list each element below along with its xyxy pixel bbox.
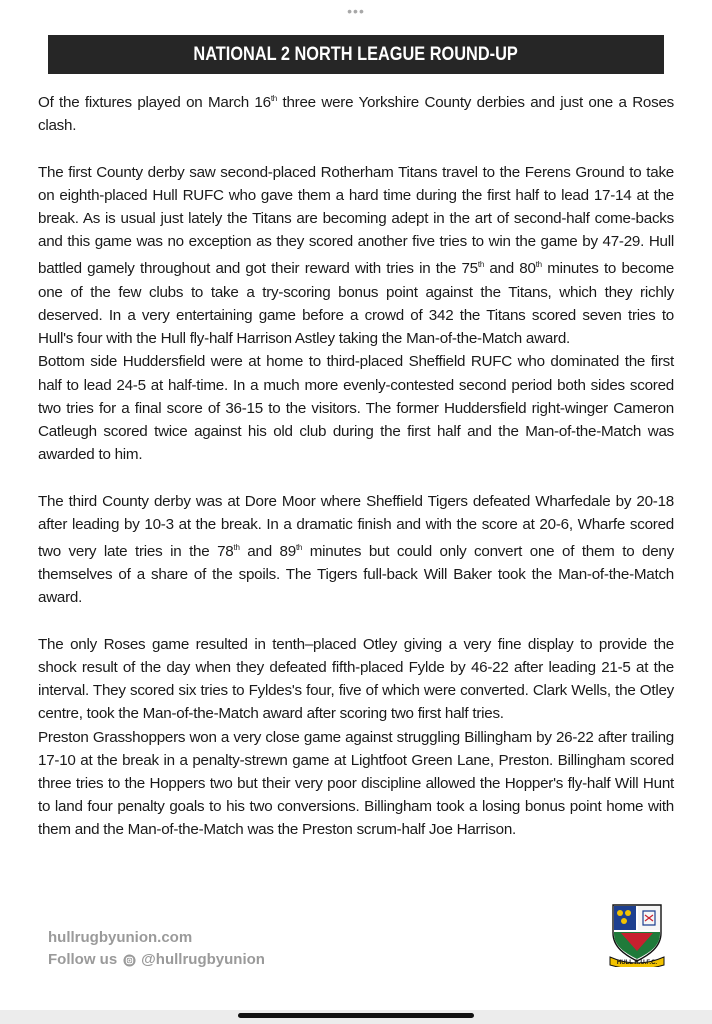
ordinal-suffix: th <box>477 260 485 270</box>
ordinal-suffix: th <box>270 94 277 103</box>
paragraph-text: The first County derby saw second-placed Rotherham Titans travel to the Ferens Ground to take on eighth-placed Hull RUFC who gave them a hard time during the first half to lead 17-14 at the break. As is usual just lately the Titans are becoming adept in the art of second-half come-backs and this game was no exception as they scored another five tries to win the game by 47-29. Hull battled gamely throughout and got their reward with tries in the 75 <box>38 163 674 278</box>
footer-links <box>48 927 265 971</box>
paragraph-intro <box>38 87 674 137</box>
instagram-icon <box>123 954 136 967</box>
paragraph-preston-billingham: Preston Grasshoppers won a very close game against struggling Billingham by 26-22 after trailing 17-10 at the break in a penalty-strewn game at Lightfoot Green Lane, Preston. Billingham scored three tries to the Hoppers two but their very poor discipline allowed the Hopper's fly-half Will Hunt to land four penalty goals to his two conversions. Billingham took a losing bonus point home with them and the Man-of-the-Match was the Preston scrum-half Joe Harrison. <box>38 728 674 839</box>
article-body <box>38 87 674 842</box>
ordinal-suffix: th <box>295 542 303 552</box>
paragraph-text: and 80 <box>484 260 536 278</box>
crest-text: HULL R.U.F.C. <box>616 960 658 966</box>
paragraph-huddersfield-sheffield: Bottom side Huddersfield were at home to third-placed Sheffield RUFC who dominated the first half to lead 24-5 at half-time. In a much more evenly-contested second period both sides scored two tries for a final score of 36-15 to the visitors. The former Huddersfield right-winger Cameron Catleugh scored twice against his old club during the first half and the Man-of-the-Match was awarded to him. <box>38 353 674 464</box>
paragraph-otley-fylde: The only Roses game resulted in tenth–placed Otley giving a very fine display to provide the shock result of the day when they defeated fifth-placed Fylde by 46-22 after leading 21-5 at the interval. They scored six tries to Fyldes's four, five of which were converted. Clark Wells, the Otley centre, took the Man-of-the-Match award after scoring two first half tries. <box>38 635 674 723</box>
page-title-banner <box>48 35 664 74</box>
paragraph-hull-rotherham <box>38 161 674 351</box>
paragraph-text: minutes but could only convert one of them to deny themselves of a share of the spoils. The Tigers full-back Will Baker took the Man-of-the-Match award. <box>38 543 674 607</box>
ordinal-suffix: th <box>233 542 240 552</box>
paragraph-text: The third County derby was at Dore Moor where Sheffield Tigers defeated Wharfedale by 20-18 after leading by 10-3 at the break. In a dramatic finish and with the score at 20-6, Wharfe scored two very late tries in the 78 <box>38 492 674 561</box>
paragraph-text: three were Yorkshire County derbies and just one a Roses clash. <box>38 94 674 135</box>
follow-label: Follow us <box>48 951 118 968</box>
ordinal-suffix: th <box>535 260 542 270</box>
home-indicator[interactable] <box>238 1013 474 1018</box>
paragraph-text: and 89 <box>239 543 296 561</box>
hull-rufc-crest-logo <box>609 903 665 967</box>
page-title: NATIONAL 2 NORTH LEAGUE ROUND-UP <box>193 43 519 65</box>
social-handle-link[interactable]: @hullrugbyunion <box>141 951 265 968</box>
paragraph-text: minutes to become one of the few clubs to take a try-scoring bonus point against the Titans, which they richly deserved. In a very entertaining game before a crowd of 342 the Titans scored seven tries to Hull's four with the Hull fly-half Harrison Astley taking the Man-of-the-Match award. <box>38 260 674 348</box>
website-link[interactable]: hullrugbyunion.com <box>48 929 193 946</box>
paragraph-sheffield-tigers-wharfedale <box>38 490 674 610</box>
more-options-dots[interactable]: ••• <box>347 3 365 19</box>
paragraph-text: Of the fixtures played on March 16 <box>38 94 271 112</box>
